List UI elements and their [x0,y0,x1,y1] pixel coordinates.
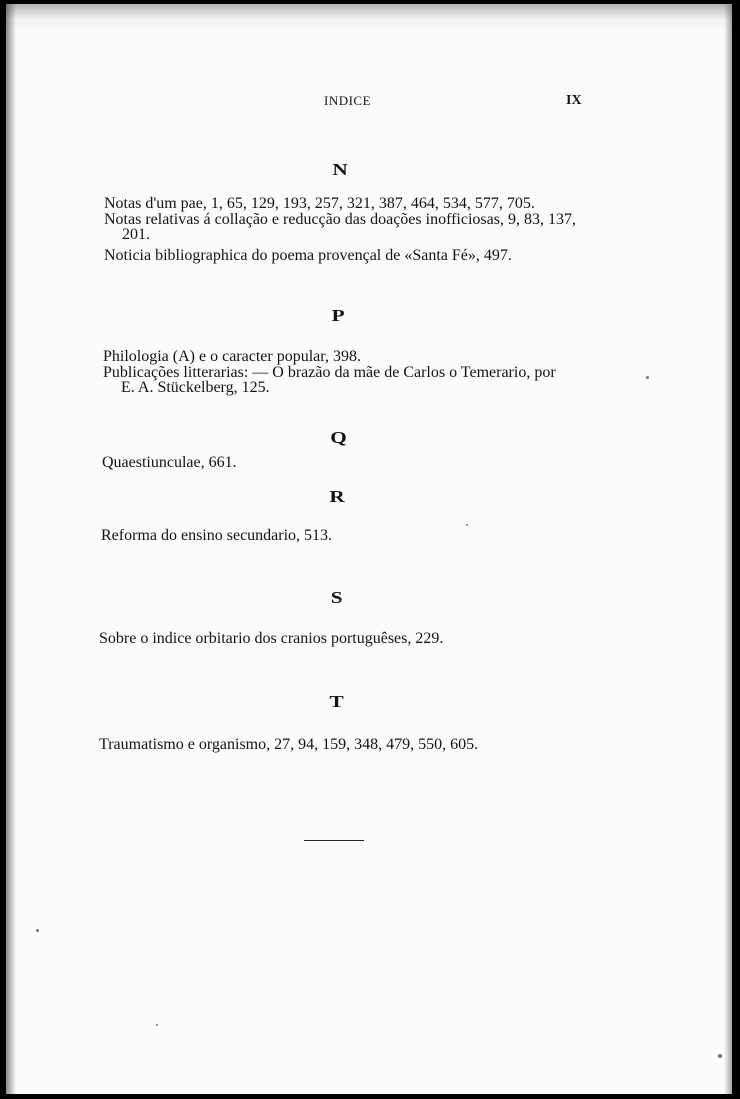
index-entry: Quaestiunculae, 661. [102,454,237,471]
index-entry: Notas d'um pae, 1, 65, 129, 193, 257, 321, 387, 464, 534, 577, 705. [104,195,535,212]
scan-shadow-left [6,4,16,1094]
index-entry-continuation: 201. [122,226,150,243]
index-entry: Traumatismo e organismo, 27, 94, 159, 348, 479, 550, 605. [99,736,479,753]
scan-speck [718,1054,722,1058]
section-letter-s: S [330,588,344,607]
index-entry: Publicações litterarias: — O brazão da mãe de Carlos o Temerario, por [103,364,556,381]
scan-speck [646,376,649,379]
section-letter-q: Q [330,428,349,447]
scan-speck [466,524,468,526]
closing-rule [304,840,364,841]
running-head: INDICE [324,93,372,108]
section-letter-r: R [329,487,346,506]
section-letter-p: P [331,306,346,325]
index-entry-continuation: E. A. Stückelberg, 125. [121,379,270,396]
section-letter-n: N [332,160,349,179]
index-entry: Noticia bibliographica do poema provençal de «Santa Fé», 497. [104,247,512,264]
scan-shadow-right [724,4,732,1094]
scan-speck [36,929,39,932]
index-entry: Notas relativas á collação e reducção das doações inofficiosas, 9, 83, 137, [104,211,576,228]
index-entry: Reforma do ensino secundario, 513. [101,527,333,544]
page-number: IX [566,93,582,108]
scan-shadow-top [6,4,732,30]
index-entry: Philologia (A) e o caracter popular, 398. [103,348,361,365]
index-entry: Sobre o indice orbitario dos cranios portuguêses, 229. [99,630,444,647]
section-letter-t: T [329,692,345,711]
scan-speck [156,1024,158,1026]
document-page [6,4,732,1094]
